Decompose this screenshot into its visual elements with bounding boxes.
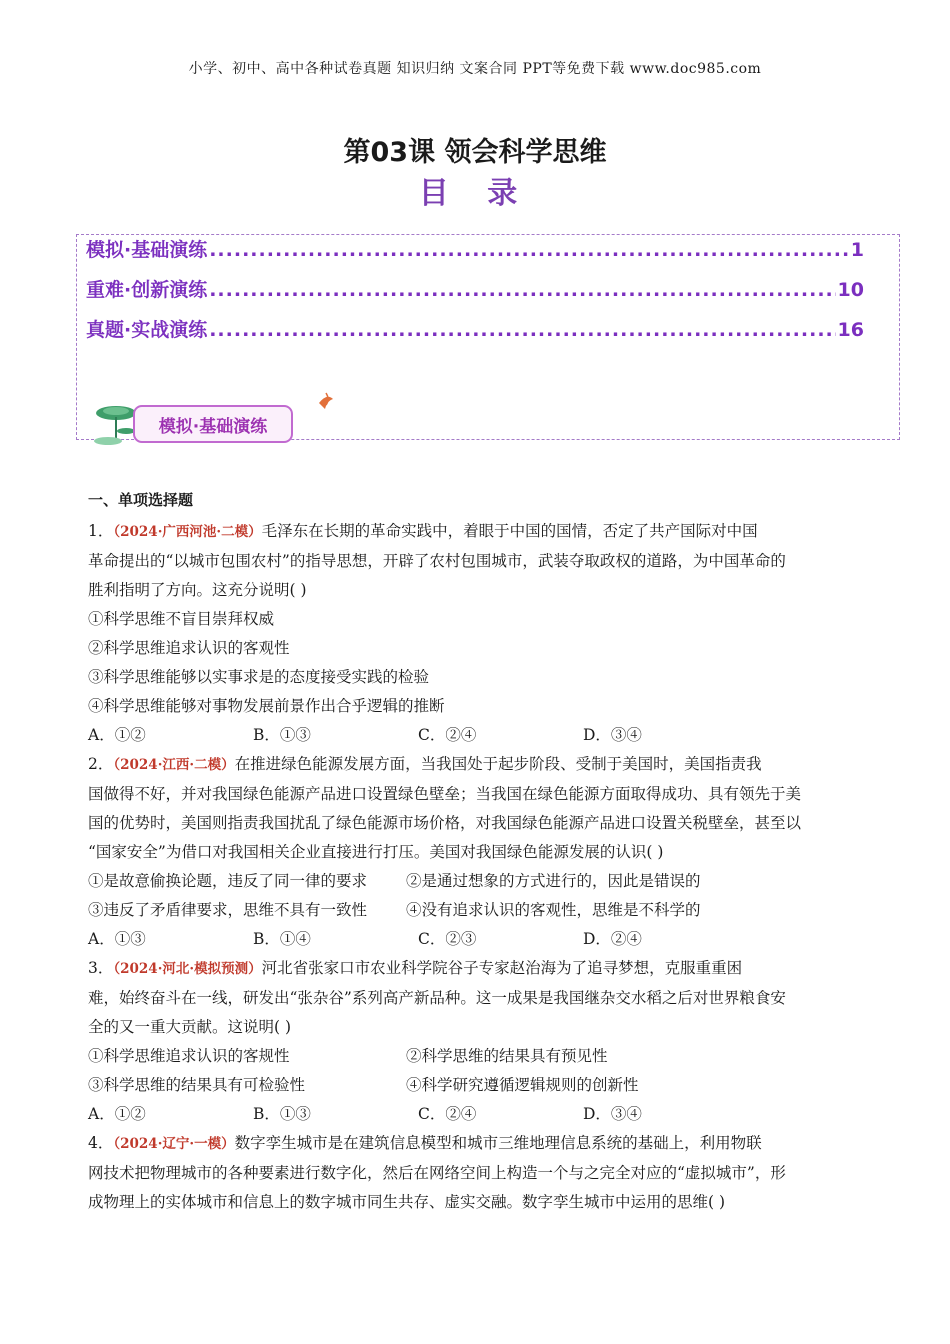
question-source: （2024·江西·二模） bbox=[113, 757, 235, 773]
option[interactable]: C．②③ bbox=[418, 930, 477, 948]
statement: ②科学思维的结果具有预见性 bbox=[406, 1047, 608, 1065]
option[interactable]: B．①③ bbox=[253, 726, 311, 744]
question-stem: 难，始终奋斗在一线，研发出“张杂谷”系列高产新品种。这一成果是我国继杂交水稻之后对世界粮食安 bbox=[88, 989, 786, 1007]
question-stem: 国的优势时，美国则指责我国扰乱了绿色能源市场价格，对我国绿色能源产品进口设置关税壁垒，甚至以 bbox=[88, 814, 802, 832]
toc-item[interactable] bbox=[86, 235, 864, 262]
option[interactable]: A．①③ bbox=[88, 930, 146, 948]
question-stem: 数字孪生城市是在建筑信息模型和城市三维地理信息系统的基础上，利用物联 bbox=[234, 1134, 762, 1152]
toc-item-label: 模拟·基础演练 bbox=[86, 239, 208, 261]
question bbox=[88, 517, 868, 750]
question-source: （2024·辽宁·一模） bbox=[113, 1136, 235, 1152]
question-content bbox=[88, 486, 868, 1217]
toc-item-page: 1 bbox=[850, 239, 864, 261]
toc-item-page: 16 bbox=[837, 319, 864, 341]
statement: ①是故意偷换论题，违反了同一律的要求 bbox=[88, 872, 368, 890]
section-heading: 一、单项选择题 bbox=[88, 491, 194, 509]
question-stem: 毛泽东在长期的革命实践中，着眼于中国的国情，否定了共产国际对中国 bbox=[261, 522, 758, 540]
answer-options bbox=[88, 721, 868, 750]
toc-item[interactable] bbox=[86, 275, 864, 302]
question-source: （2024·广西河池·二模） bbox=[113, 524, 262, 540]
option[interactable]: C．②④ bbox=[418, 1105, 477, 1123]
toc-item-page: 10 bbox=[837, 279, 864, 301]
statement-row bbox=[88, 1071, 868, 1100]
toc-item[interactable] bbox=[86, 315, 864, 342]
option[interactable]: A．①② bbox=[88, 1105, 146, 1123]
question-stem: 河北省张家口市农业科学院谷子专家赵治海为了追寻梦想，克服重重困 bbox=[261, 959, 743, 977]
page-header: 小学、初中、高中各种试卷真题 知识归纳 文案合同 PPT等免费下载 www.doc985.com bbox=[188, 61, 762, 77]
toc-heading: 目 录 bbox=[418, 176, 532, 211]
question-number: 3． bbox=[88, 959, 114, 977]
question-number: 2． bbox=[88, 755, 114, 773]
question bbox=[88, 954, 868, 1129]
option[interactable]: B．①④ bbox=[253, 930, 311, 948]
question-stem: 在推进绿色能源发展方面，当我国处于起步阶段、受制于美国时，美国指责我 bbox=[234, 755, 762, 773]
statement-row bbox=[88, 867, 868, 896]
question-stem: “国家安全”为借口对我国相关企业直接进行打压。美国对我国绿色能源发展的认识( ) bbox=[88, 843, 664, 861]
section-banner: 模拟·基础演练 bbox=[133, 405, 293, 443]
statement: ②科学思维追求认识的客观性 bbox=[88, 639, 290, 657]
statement: ③科学思维能够以实事求是的态度接受实践的检验 bbox=[88, 668, 430, 686]
question-stem: 革命提出的“以城市包围农村”的指导思想，开辟了农村包围城市，武装夺取政权的道路，为中国革命的 bbox=[88, 552, 786, 570]
answer-options bbox=[88, 925, 868, 954]
statement: ③科学思维的结果具有可检验性 bbox=[88, 1076, 306, 1094]
question-stem: 国做得不好，并对我国绿色能源产品进口设置绿色壁垒；当我国在绿色能源方面取得成功、具有领先于美 bbox=[88, 785, 802, 803]
statement: ③违反了矛盾律要求，思维不具有一致性 bbox=[88, 901, 368, 919]
question-number: 1． bbox=[88, 522, 114, 540]
statement: ④没有追求认识的客观性，思维是不科学的 bbox=[406, 901, 701, 919]
toc-item-label: 重难·创新演练 bbox=[86, 279, 208, 301]
option[interactable]: D．②④ bbox=[583, 930, 642, 948]
statement: ①科学思维追求认识的客规性 bbox=[88, 1047, 290, 1065]
toc-leader-dots bbox=[209, 319, 835, 341]
answer-options bbox=[88, 1100, 868, 1129]
option[interactable]: C．②④ bbox=[418, 726, 477, 744]
toc-leader-dots bbox=[209, 239, 849, 261]
question-stem: 网技术把物理城市的各种要素进行数字化，然后在网络空间上构造一个与之完全对应的“虚拟城市”，形 bbox=[88, 1164, 786, 1182]
question-stem: 胜利指明了方向。这充分说明( ) bbox=[88, 581, 307, 599]
statement: ①科学思维不盲目崇拜权威 bbox=[88, 610, 275, 628]
page-title: 第03课 领会科学思维 bbox=[343, 137, 607, 168]
toc-leader-dots bbox=[209, 279, 835, 301]
question-stem: 全的又一重大贡献。这说明( ) bbox=[88, 1018, 292, 1036]
toc-item-label: 真题·实战演练 bbox=[86, 319, 208, 341]
statement-row bbox=[88, 1042, 868, 1071]
option[interactable]: D．③④ bbox=[583, 1105, 642, 1123]
question-number: 4． bbox=[88, 1134, 114, 1152]
question bbox=[88, 1129, 868, 1217]
statement: ④科学思维能够对事物发展前景作出合乎逻辑的推断 bbox=[88, 697, 445, 715]
question bbox=[88, 750, 868, 954]
option[interactable]: D．③④ bbox=[583, 726, 642, 744]
statement: ④科学研究遵循逻辑规则的创新性 bbox=[406, 1076, 639, 1094]
question-source: （2024·河北·模拟预测） bbox=[113, 961, 262, 977]
option[interactable]: B．①③ bbox=[253, 1105, 311, 1123]
option[interactable]: A．①② bbox=[88, 726, 146, 744]
statement-row bbox=[88, 896, 868, 925]
question-stem: 成物理上的实体城市和信息上的数字城市同生共存、虚实交融。数字孪生城市中运用的思维( ) bbox=[88, 1193, 726, 1211]
statement: ②是通过想象的方式进行的，因此是错误的 bbox=[406, 872, 701, 890]
